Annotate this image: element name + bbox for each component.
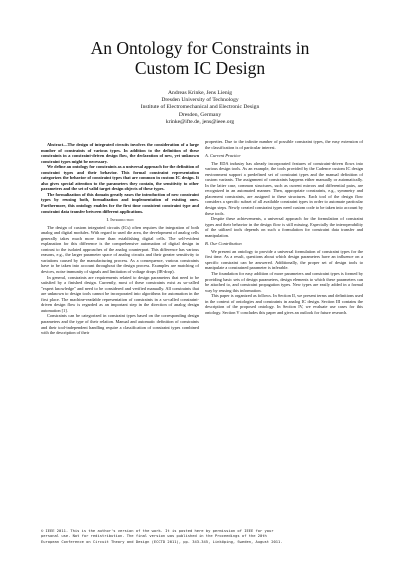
abstract-paragraph-1: Abstract—The design of integrated circuits involves the consideration of a large number of constraints of various types. In addition to the definition of these constraints in a constraint-driven design flow, the declaration of new, yet unknown constraint types might be necessary. [41,142,199,164]
abstract-paragraph-3: The formalization of this domain greatly eases the introduction of new constraint types by reusing both, formalization and implementation of existing ones. Furthermore, this ontology enables for the first time consistent constraint type and constraint data transfer between different applications. [41,191,199,214]
author-email: krinke@ifte.de, jens@ieee.org [165,118,235,125]
author-location: Dresden, Germany [178,111,222,118]
section-heading-introduction: I. Introduction [106,217,134,223]
intro-paragraph-3: Constraints can be categorized in constraint types based on the corresponding design parameters and the type of their relation. Manual and automatic definition of constraints and their tool-independent handling require a classification of constraint types combined with the description of their [41,313,199,336]
title-line-2: Custom IC Design [134,58,266,78]
subsection-heading-contribution: B. Our Contribution [205,241,242,247]
contribution-paragraph-1: We present an ontology to provide a universal formulation of constraint types for the first time. As a result, questions about which design parameters have an influence on a specific constraint can be answered. Additionally, the proper set of design tools to manipulate a constrained parameter is inferable. [205,248,363,271]
intro-paragraph-1: The design of custom integrated circuits (ICs) often requires the integration of both analog and digital modules. With regard to used die area, the development of analog cells generally takes much more time than establishing digital cells. The self-evident explanation for this difference is the comprehensive automation of digital design in contrast to the isolated approaches of the analog counterpart. This difference has various reasons, e.g., the larger parameter space of analog circuits and their greater sensitivity to variations caused by the manufacturing process. As a consequence, various constraints have to be taken into account throughout the design process. Examples are matching of devices, noise immunity of signals and limitation of voltage drops (IR-drop). [41,224,199,275]
current-practice-paragraph-1: The EDA industry has already incorporated features of constraint-driven flows into various design tools. As an example, the tools provided by the Cadence custom IC design environment support a predefined set of constraint types and the manual definition of custom variants. The assignment of constraints happens either manually or automatically. In the latter case, common structures, such as current mirrors and differential pairs, are recognized in an automated manner. Then, appropriate constraints, e.g., symmetry and placement constraints, are assigned to these structures. Each tool of the design flow considers a specific subset of all available constraint types in order to automate particular design steps. Newly created constraint types need custom code to be taken into account by these tools. [205,160,363,216]
intro-paragraph-2: In general, constraints are requirements related to design parameters that need to be satisfied by a finished design. Currently, most of these constraints exist as so-called "expert knowledge" and need to be considered and verified manually. All constraints that are unknown to design tools cannot be incorporated into algorithms for automation in the first place. The machine-readable representation of constraints in a so-called constraint-driven design flow is regarded as an important step in the direction of analog design automation [1]. [41,274,199,313]
copyright-line-2: personal use. Not for redistribution. The final version was published in the Proceedings of the 20th [41,534,267,539]
paper-title [0,38,400,78]
right-column [205,139,363,315]
title-line-1: An Ontology for Constraints in [90,38,310,58]
author-block [0,90,400,126]
affiliation-university: Dresden University of Technology [161,97,239,104]
left-column [41,142,199,336]
copyright-line-1: © IEEE 2011. This is the author's version of the work. It is posted here by permission of IEEE for your [41,529,274,533]
copyright-line-3: European Conference on Circuit Theory and Design (ECCTD 2011), pp. 343-345, Linköping, Sweden, August 2011. [41,539,283,544]
abstract-paragraph-2: We define an ontology for constraints as a universal approach for the definition of constraint types and their behavior. This formal constraint representation categorizes the behavior of constraint types that are common in custom IC design. It also gives special attention to the parameters they contain, the sensitivity to other parameters and the set of valid target design objects of these types. [41,164,199,192]
current-practice-paragraph-2: Despite these achievements, a universal approach for the formulation of constraint types and their behavior in the design flow is still missing. Especially the interoperability of the utilized tools depends on such a formulation for constraint data transfer and manipulation. [205,216,363,238]
author-names: Andreas Krinke, Jens Lienig [167,90,232,96]
subsection-heading-current-practice: A. Current Practice [205,153,241,159]
copyright-notice [41,529,366,545]
contribution-paragraph-2: The foundation for easy addition of more parameters and constraint types is formed by providing basic sets of design parameters, design elements to which these parameters can be attached to, and constraint propagation types. New types are easily added in a formal way by reusing this information. [205,271,363,293]
affiliation-institute: Institute of Electromechanical and Electronic Design [140,104,260,111]
contribution-paragraph-3: This paper is organized as follows. In Section II, we present terms and definitions used in the context of ontologies and constraints in analog IC design. Section III contains the description of the proposed ontology. In Section IV, we evaluate use cases for this ontology. Section V concludes this paper and gives an outlook for future research. [205,293,363,315]
intro-continuation: properties. Due to the infinite number of possible constraint types, the easy extension of the classification is of particular interest. [205,139,363,150]
